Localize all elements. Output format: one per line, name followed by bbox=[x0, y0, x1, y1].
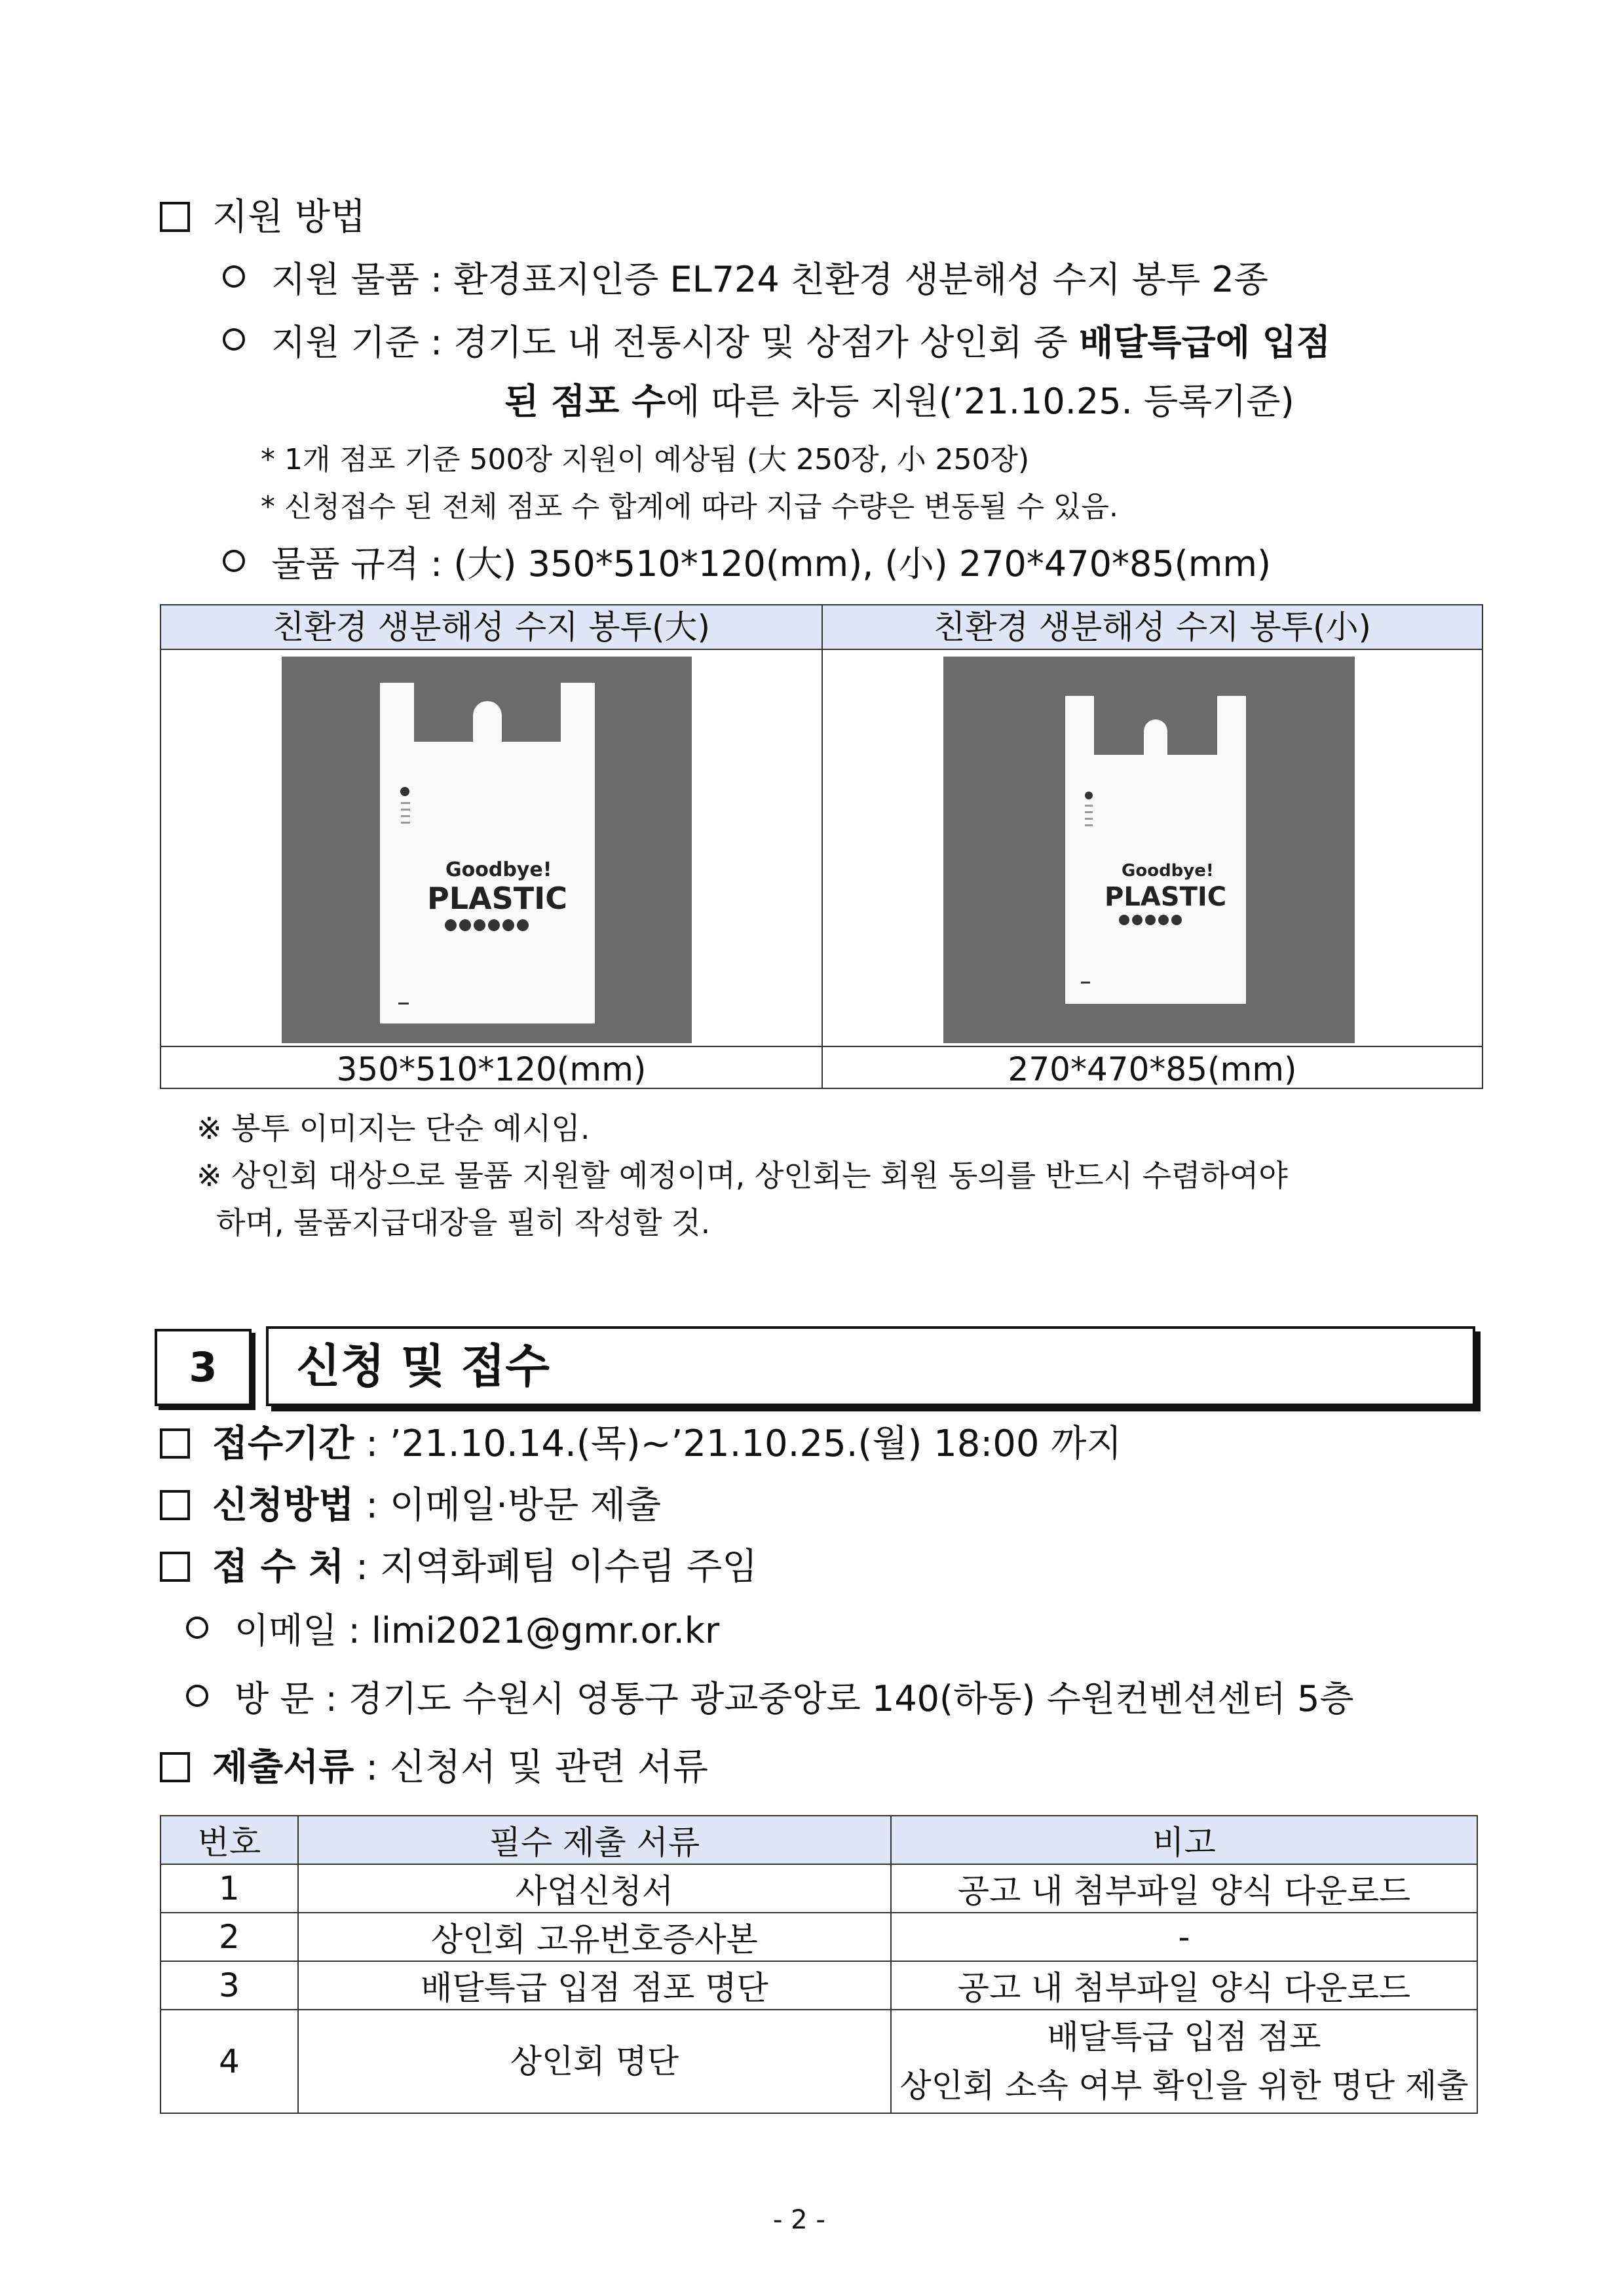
email-row: 이메일 : limi2021@gmr.or.kr bbox=[186, 1608, 719, 1654]
bag-small-photo bbox=[943, 657, 1355, 1043]
note-line-2: 상인회 소속 여부 확인을 위한 명단 제출 bbox=[899, 2067, 1469, 2105]
table-row: 4 상인회 명단 배달특급 입점 점포 상인회 소속 여부 확인을 위한 명단 제출 bbox=[161, 2010, 1477, 2113]
bag-large-photo bbox=[282, 657, 692, 1043]
support-note-2: * 신청접수 된 전체 점포 수 합계에 따라 지급 수량은 변동될 수 있음. bbox=[261, 490, 1118, 524]
support-note-1: * 1개 점포 기준 500장 지원이 예상됨 (大 250장, 小 250장) bbox=[261, 443, 1030, 476]
bag-large-size: 350*510*120(mm) bbox=[336, 1050, 647, 1088]
support-criteria-line2: 된 점포 수에 따른 차등 지원(’21.10.25. 등록기준) bbox=[504, 381, 1294, 422]
bag-small-text-1: Goodbye! bbox=[1122, 861, 1214, 881]
col-header-number: 번호 bbox=[161, 1816, 298, 1864]
method-row: 신청방법 : 이메일·방문 제출 bbox=[160, 1482, 661, 1529]
table-row: 2 상인회 고유번호증사본 - bbox=[161, 1913, 1477, 1961]
checkbox-square-icon bbox=[160, 1552, 190, 1582]
remark-1: ※ 봉투 이미지는 단순 예시임. bbox=[197, 1111, 590, 1146]
col-header-note: 비고 bbox=[891, 1816, 1477, 1864]
table-row: 1 사업신청서 공고 내 첨부파일 양식 다운로드 bbox=[161, 1864, 1477, 1913]
section-number: 3 bbox=[155, 1329, 252, 1406]
remark-2a: ※ 상인회 대상으로 물품 지원할 예정이며, 상인회는 회원 동의를 반드시 수렴하여야 bbox=[197, 1158, 1288, 1193]
col-header-document: 필수 제출 서류 bbox=[298, 1816, 891, 1864]
bag-large-header: 친환경 생분해성 수지 봉투(大) bbox=[161, 605, 821, 650]
checkbox-square-icon bbox=[160, 202, 190, 232]
documents-table bbox=[160, 1815, 1478, 2114]
support-heading: 지원 방법 bbox=[160, 194, 366, 241]
bag-table bbox=[160, 604, 1483, 1089]
circle-bullet-icon bbox=[223, 328, 245, 351]
bag-small-size: 270*470*85(mm) bbox=[1008, 1050, 1297, 1088]
checkbox-square-icon bbox=[160, 1428, 190, 1459]
checkbox-square-icon bbox=[160, 1752, 190, 1782]
page-number: - 2 - bbox=[773, 2205, 825, 2235]
bag-large-text-2: PLASTIC bbox=[427, 881, 568, 916]
note-line-1: 배달특급 입점 점포 bbox=[1047, 2018, 1321, 2056]
circle-bullet-icon bbox=[186, 1617, 208, 1639]
section-title: 신청 및 접수 bbox=[266, 1326, 1475, 1406]
bag-small-header: 친환경 생분해성 수지 봉투(小) bbox=[823, 605, 1482, 650]
place-row: 접 수 처 : 지역화폐팀 이수림 주임 bbox=[160, 1544, 757, 1591]
visit-row: 방 문 : 경기도 수원시 영통구 광교중앙로 140(하동) 수원컨벤션센터 5층 bbox=[186, 1676, 1354, 1722]
circle-bullet-icon bbox=[223, 265, 245, 288]
remark-2b: 하며, 물품지급대장을 필히 작성할 것. bbox=[216, 1205, 711, 1240]
docs-row: 제출서류 : 신청서 및 관련 서류 bbox=[160, 1744, 708, 1791]
circle-bullet-icon bbox=[186, 1685, 208, 1707]
support-criteria-line1: 지원 기준 : 경기도 내 전통시장 및 상점가 상인회 중 배달특급에 입점 bbox=[223, 320, 1331, 366]
table-row: 3 배달특급 입점 점포 명단 공고 내 첨부파일 양식 다운로드 bbox=[161, 1961, 1477, 2010]
support-spec: 물품 규격 : (大) 350*510*120(mm), (小) 270*470*85(mm) bbox=[223, 541, 1271, 587]
circle-bullet-icon bbox=[223, 550, 245, 572]
checkbox-square-icon bbox=[160, 1490, 190, 1520]
bag-small-text-2: PLASTIC bbox=[1105, 882, 1227, 912]
support-items: 지원 물품 : 환경표지인증 EL724 친환경 생분해성 수지 봉투 2종 bbox=[223, 257, 1268, 303]
period-row: 접수기간 : ’21.10.14.(목)~’21.10.25.(월) 18:00 까지 bbox=[160, 1421, 1122, 1468]
bag-large-text-1: Goodbye! bbox=[445, 858, 552, 881]
